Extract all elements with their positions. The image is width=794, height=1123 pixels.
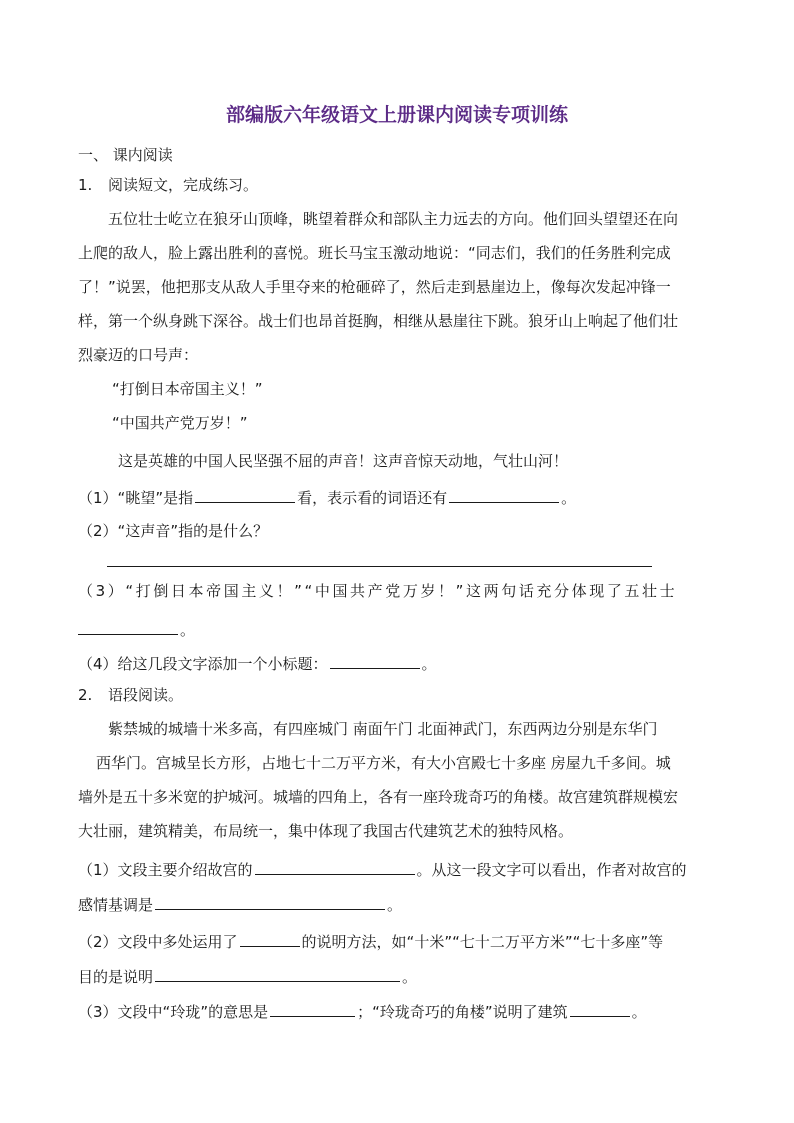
q1-slogan-2: “中国共产党万岁！” bbox=[112, 414, 248, 432]
q2-sub1-end: 。 bbox=[387, 896, 403, 914]
page-title: 部编版六年级语文上册课内阅读专项训练 bbox=[225, 104, 568, 126]
q2-sub2-text-a: （2）文段中多处运用了 bbox=[78, 933, 238, 951]
q2-sub1-text-a: （1）文段主要介绍故宫的 bbox=[78, 861, 253, 879]
q1-sub1-text-a: （1）“眺望”是指 bbox=[78, 489, 194, 507]
q2-passage-line: 墙外是五十多米宽的护城河。城墙的四角上，各有一座玲珑奇巧的角楼。故宫建筑群规模宏 bbox=[78, 788, 679, 806]
q2-sub3-text-a: （3）文段中“玲珑”的意思是 bbox=[78, 1003, 269, 1021]
q2-number: 2. bbox=[78, 686, 93, 704]
q1-closing-line: 这是英雄的中国人民坚强不屈的声音！这声音惊天动地，气壮山河！ bbox=[118, 452, 569, 470]
q2-sub2 bbox=[78, 930, 663, 952]
answer-blank[interactable] bbox=[270, 1000, 355, 1017]
q1-passage-line: 上爬的敌人，脸上露出胜利的喜悦。班长马宝玉激动地说：“同志们，我们的任务胜利完成 bbox=[78, 244, 671, 262]
q2-passage-line: 西华门。宫城呈长方形，占地七十二万平方米，有大小宫殿七十多座 房屋九千多间。城 bbox=[96, 754, 671, 772]
q1-sub1-text-b: 看，表示看的词语还有 bbox=[297, 489, 448, 507]
q1-number: 1. bbox=[78, 176, 93, 194]
q1-passage-line: 样，第一个纵身跳下深谷。战士们也昂首挺胸，相继从悬崖往下跳。狼牙山上响起了他们壮 bbox=[78, 312, 679, 330]
q2-passage-line: 大壮丽，建筑精美，布局统一，集中体现了我国古代建筑艺术的独特风格。 bbox=[78, 822, 574, 840]
q1-sub3-answer bbox=[78, 618, 195, 640]
q1-sub4-end: 。 bbox=[421, 655, 437, 673]
q1-passage-line: 烈豪迈的口号声： bbox=[78, 346, 199, 364]
q1-instruction: 阅读短文，完成练习。 bbox=[108, 176, 259, 194]
q2-sub1 bbox=[78, 858, 687, 880]
q2-sub3 bbox=[78, 1000, 647, 1022]
q1-sub3: （3）“打倒日本帝国主义！”“中国共产党万岁！”这两句话充分体现了五壮士 bbox=[78, 582, 678, 600]
answer-blank[interactable] bbox=[155, 965, 400, 982]
answer-blank[interactable] bbox=[240, 930, 300, 947]
q2-sub1-text-b: 。从这一段文字可以看出，作者对故宫的 bbox=[416, 861, 687, 879]
q1-sub1-text-c: 。 bbox=[561, 489, 577, 507]
q1-sub2: （2）“这声音”指的是什么？ bbox=[78, 522, 269, 540]
q1-sub4 bbox=[78, 652, 437, 674]
answer-blank[interactable] bbox=[570, 1000, 630, 1017]
answer-blank[interactable] bbox=[195, 486, 295, 503]
q2-sub2-cont bbox=[78, 965, 417, 987]
answer-blank[interactable] bbox=[155, 893, 385, 910]
answer-blank[interactable] bbox=[330, 652, 420, 669]
answer-line[interactable] bbox=[107, 566, 652, 567]
q1-slogan-1: “打倒日本帝国主义！” bbox=[112, 380, 263, 398]
answer-blank[interactable] bbox=[78, 618, 178, 635]
q1-passage-line: 五位壮士屹立在狼牙山顶峰，眺望着群众和部队主力远去的方向。他们回头望望还在向 bbox=[108, 210, 679, 228]
q2-sub2-end: 。 bbox=[402, 968, 418, 986]
q2-sub1-text-c: 感情基调是 bbox=[78, 896, 154, 914]
answer-blank[interactable] bbox=[449, 486, 559, 503]
q2-sub2-text-c: 目的是说明 bbox=[78, 968, 154, 986]
q2-sub3-text-b: ；“玲珑奇巧的角楼”说明了建筑 bbox=[357, 1003, 568, 1021]
q1-passage-line: 了！”说罢，他把那支从敌人手里夺来的枪砸碎了，然后走到悬崖边上，像每次发起冲锋一 bbox=[78, 278, 671, 296]
q2-sub2-text-b: 的说明方法，如“十米”“七十二万平方米”“七十多座”等 bbox=[301, 933, 664, 951]
q2-instruction: 语段阅读。 bbox=[108, 686, 184, 704]
q2-sub3-end: 。 bbox=[631, 1003, 647, 1021]
q1-sub1 bbox=[78, 486, 576, 508]
section-heading: 一、 课内阅读 bbox=[78, 146, 173, 164]
q2-sub1-cont bbox=[78, 893, 402, 915]
answer-blank[interactable] bbox=[255, 858, 415, 875]
q1-sub3-end: 。 bbox=[180, 621, 196, 639]
q1-sub4-text: （4）给这几段文字添加一个小标题： bbox=[78, 655, 328, 673]
q2-passage-line: 紫禁城的城墙十米多高，有四座城门 南面午门 北面神武门，东西两边分别是东华门 bbox=[108, 720, 658, 738]
